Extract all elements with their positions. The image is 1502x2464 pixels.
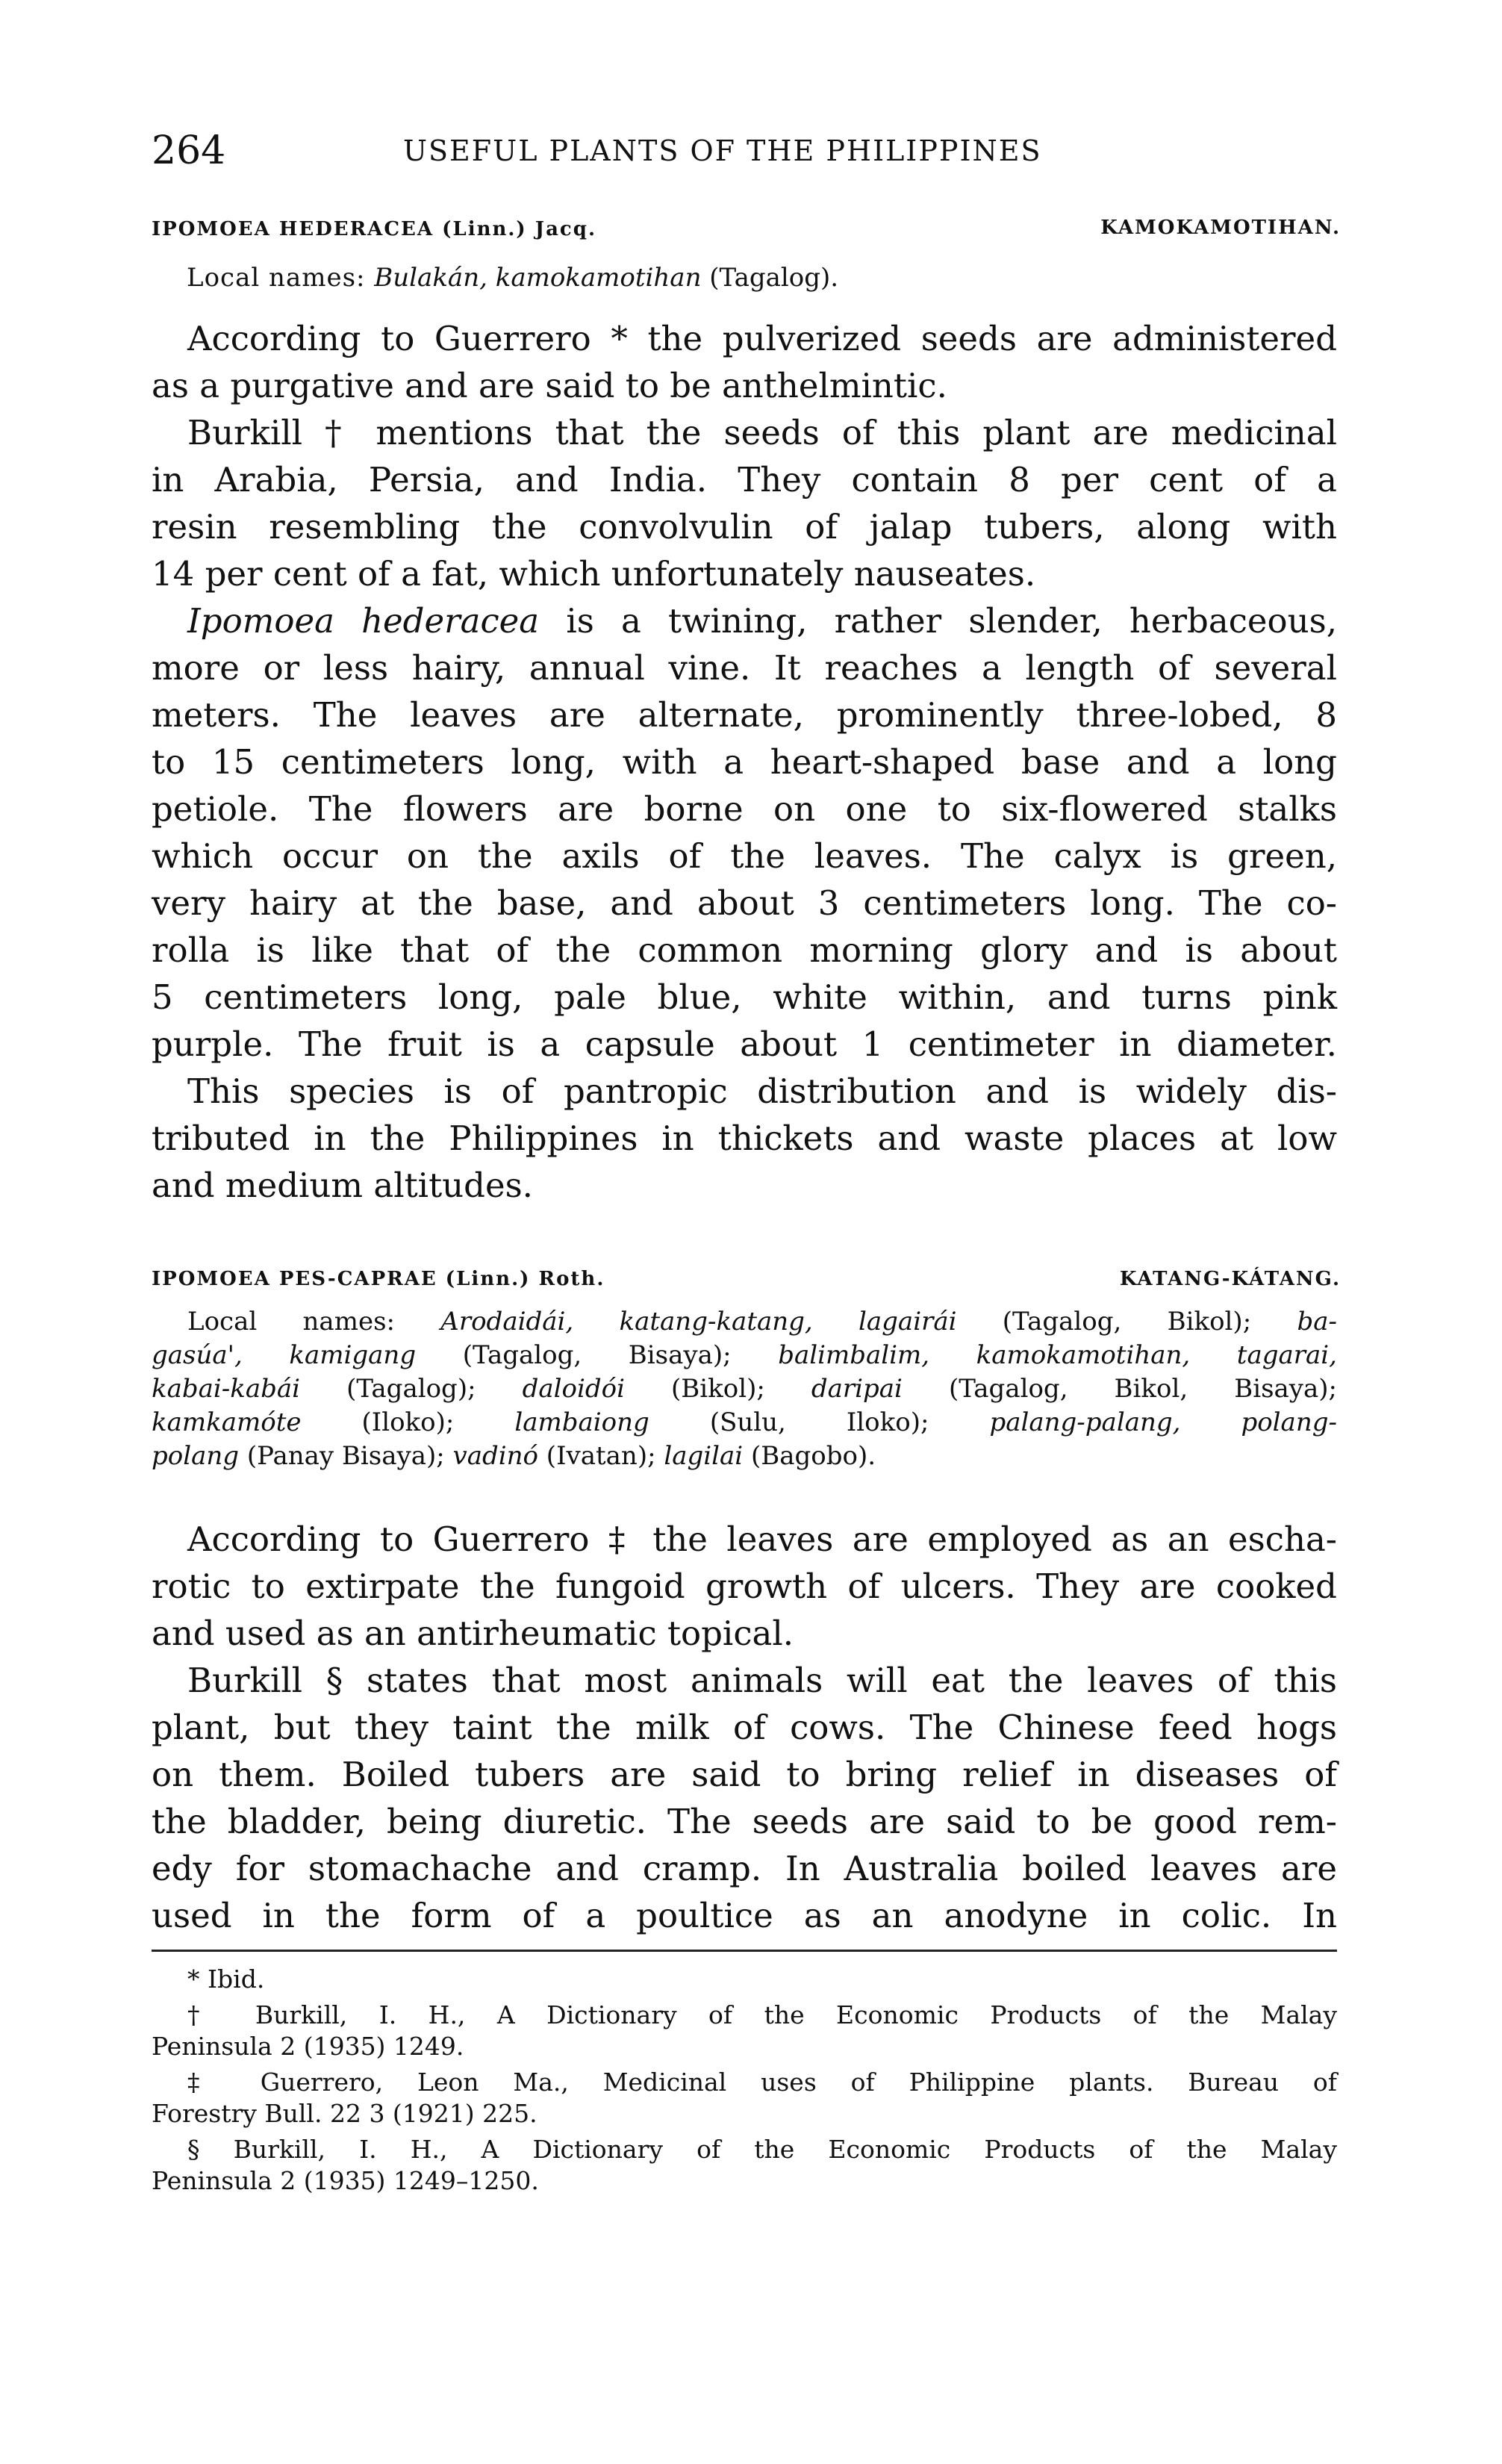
entry2-scientific-name	[152, 1268, 605, 1290]
footnote: † Burkill, I. H., A Dictionary of the Economic Products of the Malay	[187, 2000, 1337, 2029]
local-names-language: (Tagalog).	[701, 263, 839, 293]
text-line: very hairy at the base, and about 3 centimeters long. The co-	[152, 883, 1337, 923]
text-line: plant, but they taint the milk of cows. The Chinese feed hogs	[152, 1708, 1337, 1747]
text-line: which occur on the axils of the leaves. The calyx is green,	[152, 836, 1337, 876]
entry1-local-names	[187, 261, 838, 295]
text-line: Burkill § states that most animals will eat the leaves of this	[187, 1661, 1337, 1700]
footnote-continuation: Peninsula 2 (1935) 1249–1250.	[152, 2166, 539, 2195]
text-line: resin resembling the convolvulin of jalap tubers, along with	[152, 507, 1337, 547]
text-span: is a twining, rather slender, herbaceous,	[539, 601, 1337, 641]
text-line: tributed in the Philippines in thickets and waste places at low	[152, 1119, 1337, 1158]
local-names-line: kabai-kabái (Tagalog); daloidói (Bikol); daripai (Tagalog, Bikol, Bisaya);	[152, 1374, 1337, 1404]
footnote: ‡ Guerrero, Leon Ma., Medicinal uses of Philippine plants. Bureau of	[187, 2068, 1337, 2097]
footnote: § Burkill, I. H., A Dictionary of the Economic Products of the Malay	[187, 2135, 1337, 2164]
text-line: and used as an antirheumatic topical.	[152, 1614, 794, 1653]
footnotes	[152, 1964, 1337, 2197]
text-line: on them. Boiled tubers are said to bring relief in diseases of	[152, 1755, 1337, 1794]
local-names-italic: Bulakán, kamokamotihan	[374, 263, 702, 293]
local-names-line: gasúa', kamigang (Tagalog, Bisaya); balimbalim, kamokamotihan, tagarai,	[152, 1340, 1337, 1370]
text-line: According to Guerrero ‡ the leaves are employed as an escha-	[187, 1519, 1337, 1559]
entry2-authority: (Linn.) Roth.	[445, 1268, 605, 1290]
text-line: to 15 centimeters long, with a heart-shaped base and a long	[152, 742, 1337, 782]
text-line: the bladder, being diuretic. The seeds are said to be good rem-	[152, 1802, 1337, 1841]
footnote-divider	[152, 1950, 1337, 1952]
text-line: as a purgative and are said to be anthelmintic.	[152, 366, 947, 405]
text-line: According to Guerrero * the pulverized seeds are administered	[187, 319, 1337, 358]
local-names-label: Local names:	[187, 263, 375, 293]
entry2-local-names	[152, 1305, 1337, 1473]
local-names-line: polang (Panay Bisaya); vadinó (Ivatan); lagilai (Bagobo).	[152, 1441, 876, 1471]
text-line: rotic to extirpate the fungoid growth of ulcers. They are cooked	[152, 1567, 1337, 1606]
entry2-common-name: KATANG-KÁTANG.	[1119, 1268, 1341, 1290]
local-names-line: kamkamóte (Iloko); lambaiong (Sulu, Iloko); palang-palang, polang-	[152, 1407, 1337, 1437]
species-name-italic: Ipomoea hederacea	[187, 601, 540, 641]
text-line: in Arabia, Persia, and India. They contain 8 per cent of a	[152, 460, 1337, 500]
page-number: 264	[152, 128, 226, 173]
text-line: more or less hairy, annual vine. It reaches a length of several	[152, 648, 1337, 688]
entry2-genus-species: IPOMOEA PES-CAPRAE	[152, 1268, 437, 1290]
text-line: Burkill † mentions that the seeds of this plant are medicinal	[187, 413, 1337, 452]
local-names-line: Local names: Arodaidái, katang-katang, lagairái (Tagalog, Bikol); ba-	[187, 1307, 1337, 1337]
entry1-body	[152, 315, 1337, 1209]
entry1-genus-species: IPOMOEA HEDERACEA	[152, 218, 434, 240]
footnote: * Ibid.	[187, 1964, 265, 1994]
entry1-common-name: KAMOKAMOTIHAN.	[1100, 217, 1341, 239]
footnote-continuation: Peninsula 2 (1935) 1249.	[152, 2032, 464, 2061]
text-line: purple. The fruit is a capsule about 1 centimeter in diameter.	[152, 1024, 1337, 1064]
text-line: edy for stomachache and cramp. In Australia boiled leaves are	[152, 1849, 1337, 1888]
entry1-authority: (Linn.) Jacq.	[442, 218, 596, 240]
entry1-scientific-name	[152, 218, 596, 240]
text-line	[152, 597, 1337, 644]
text-line: and medium altitudes.	[152, 1166, 533, 1205]
entry2-body	[152, 1516, 1337, 1939]
text-line: This species is of pantropic distribution and is widely dis-	[187, 1071, 1337, 1111]
text-line: 14 per cent of a fat, which unfortunately nauseates.	[152, 554, 1036, 594]
running-title: USEFUL PLANTS OF THE PHILIPPINES	[403, 134, 1042, 167]
text-line: rolla is like that of the common morning glory and is about	[152, 930, 1337, 970]
text-line: petiole. The flowers are borne on one to six-flowered stalks	[152, 789, 1337, 829]
footnote-continuation: Forestry Bull. 22 3 (1921) 225.	[152, 2099, 537, 2128]
text-line: 5 centimeters long, pale blue, white within, and turns pink	[152, 977, 1337, 1017]
text-line: used in the form of a poultice as an anodyne in colic. In	[152, 1896, 1337, 1935]
text-line: meters. The leaves are alternate, prominently three-lobed, 8	[152, 695, 1337, 735]
